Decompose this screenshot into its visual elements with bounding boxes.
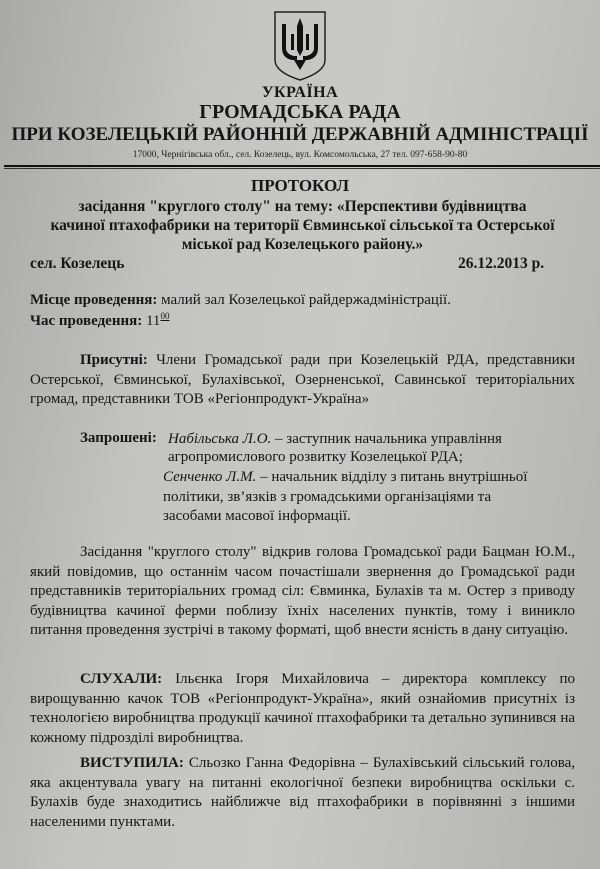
heard-text: Ільєнка Ігоря Михайловича – директора комплексу по вирощуванню качок ТОВ «Регіонпродукт-Україна», який ознайомив присутніх із технологією виробництва продукції качиної птахофабрики та детально зупинився на кожному підрозділі виробництва. xyxy=(30,671,575,746)
invited-role-line: агропромислового розвитку Козелецької РДА; xyxy=(168,449,463,465)
invited-name: Сенченко Л.М. xyxy=(163,469,257,485)
document-title: ПРОТОКОЛ xyxy=(250,176,349,195)
invited-item xyxy=(163,469,527,486)
opening-paragraph: Засідання "круглого столу" відкрив голова Громадської ради Бацман Ю.М., який повідомив, що останнім часом почастішали звернення до Громадської ради представників територіальних громад сіл: Євминка, Булахів та м. Остер з приводу будівництва качиної ферми поблизу їхніх населених пунктів, тому і виникло питання проведення зустрічі в такому форматі, щоб внести ясність в дану ситуацію. xyxy=(30,544,575,638)
organization-subtitle: ПРИ КОЗЕЛЕЦЬКІЙ РАЙОННІЙ ДЕРЖАВНІЙ АДМІНІСТРАЦІЇ xyxy=(11,124,589,145)
venue-label: Місце проведення: xyxy=(30,292,158,308)
time-line xyxy=(30,311,169,330)
header-divider xyxy=(4,165,600,167)
document-subject xyxy=(30,197,575,254)
time-minutes: 00 xyxy=(160,311,170,321)
invited-label xyxy=(80,430,157,447)
tryzub-coat-of-arms-icon xyxy=(272,10,328,82)
venue-line xyxy=(30,292,451,309)
present-text: Члени Громадської ради при Козелецькій РДА, представники Остерської, Євминської, Булахівської, Озерненської, Савинської територіальних громад, представники ТОВ «Регіонпродукт-Україна» xyxy=(30,352,575,407)
time-label: Час проведення: xyxy=(30,313,143,329)
document-place: сел. Козелець xyxy=(30,255,125,272)
heard-label: СЛУХАЛИ: xyxy=(80,671,163,687)
invited-label-text: Запрошені: xyxy=(80,430,157,446)
time-hour: 11 xyxy=(145,313,161,329)
invited-name: Набільська Л.О. xyxy=(168,431,272,447)
document-date: 26.12.2013 р. xyxy=(458,255,545,272)
header-divider-thin xyxy=(4,168,600,169)
invited-role: – начальник відділу з питань внутрішньої xyxy=(260,469,528,485)
subject-line: засідання "круглого столу" на тему: «Перспективи будівництва xyxy=(78,198,527,215)
spoke-text: Сльозко Ганна Федорівна – Булахівський сільський голова, яка акцентувала увагу на питанні екологічної безпеки виробництва оскільки с. Булахів буде знаходитись найближче від птахофабрики в порівнянні з іншими населеними пунктами. xyxy=(30,755,576,830)
present-paragraph xyxy=(30,351,575,410)
invited-role-line: засобами масової інформації. xyxy=(163,508,351,524)
subject-line: качиної птахофабрики на території Євминської сільської та Остерської xyxy=(50,217,555,234)
heard-paragraph xyxy=(30,670,575,748)
subject-line: міської рад Козелецького району.» xyxy=(181,236,424,253)
venue-value: малий зал Козелецької райдержадміністрації. xyxy=(161,292,451,308)
spoke-paragraph xyxy=(30,754,575,832)
invited-item xyxy=(168,430,502,450)
country-heading: УКРАЇНА xyxy=(261,84,339,101)
spoke-label: ВИСТУПИЛА: xyxy=(80,755,184,771)
invited-role: – заступник начальника управління xyxy=(275,431,502,447)
invited-role-line: політики, зв’язків з громадськими організаціями та xyxy=(163,489,492,505)
organization-address: 17000, Чернігівська обл., сел. Козелець, вул. Комсомольська, 27 тел. 097-658-90-80 xyxy=(132,150,468,160)
present-label: Присутні: xyxy=(80,352,148,368)
organization-name: ГРОМАДСЬКА РАДА xyxy=(199,101,401,123)
